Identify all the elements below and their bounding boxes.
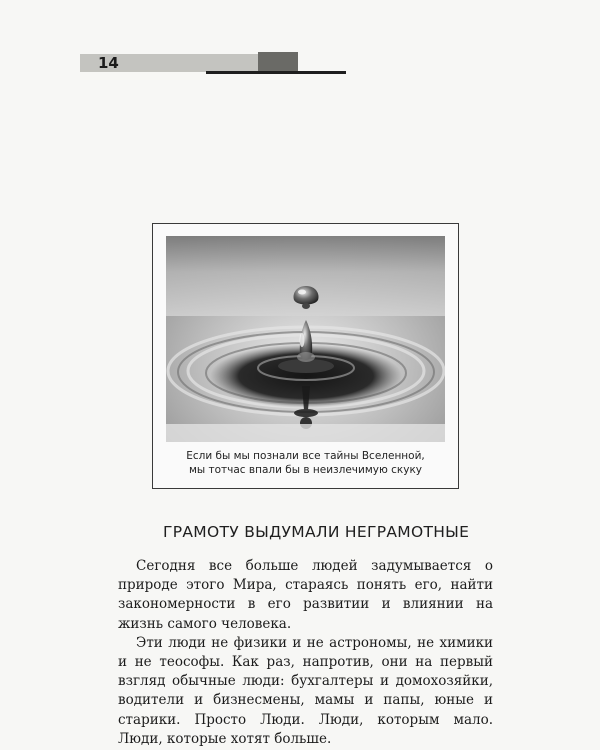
caption-line: мы тотчас впали бы в неизлечимую скуку (188, 464, 423, 476)
body-text (118, 557, 493, 749)
section-heading: ГРАМОТУ ВЫДУМАЛИ НЕГРАМОТНЫЕ (163, 523, 470, 541)
page-number: 14 (98, 54, 119, 72)
water-drop-photo (166, 236, 445, 442)
paragraph: Сегодня все больше людей задумывается о природе этого Мира, стараясь понять его, найти закономерности в его развитии и влиянии на жизнь самого человека. (118, 558, 493, 632)
header-rule (206, 71, 346, 74)
water-drop-image (166, 236, 445, 442)
figure-frame (152, 223, 459, 489)
figure-caption (153, 449, 458, 477)
paragraph: Эти люди не физики и не астрономы, не химики и не теософы. Как раз, напротив, они на первый взгляд обычные люди: бухгалтеры и домохозяйки, водители и бизнесмены, мамы и папы, юные и старики. Просто Люди. Люди, которым мало. Люди, которые хотят больше. (118, 634, 493, 747)
page-header-band (80, 52, 346, 76)
caption-line: Если бы мы познали все тайны Вселенной, (186, 450, 425, 462)
